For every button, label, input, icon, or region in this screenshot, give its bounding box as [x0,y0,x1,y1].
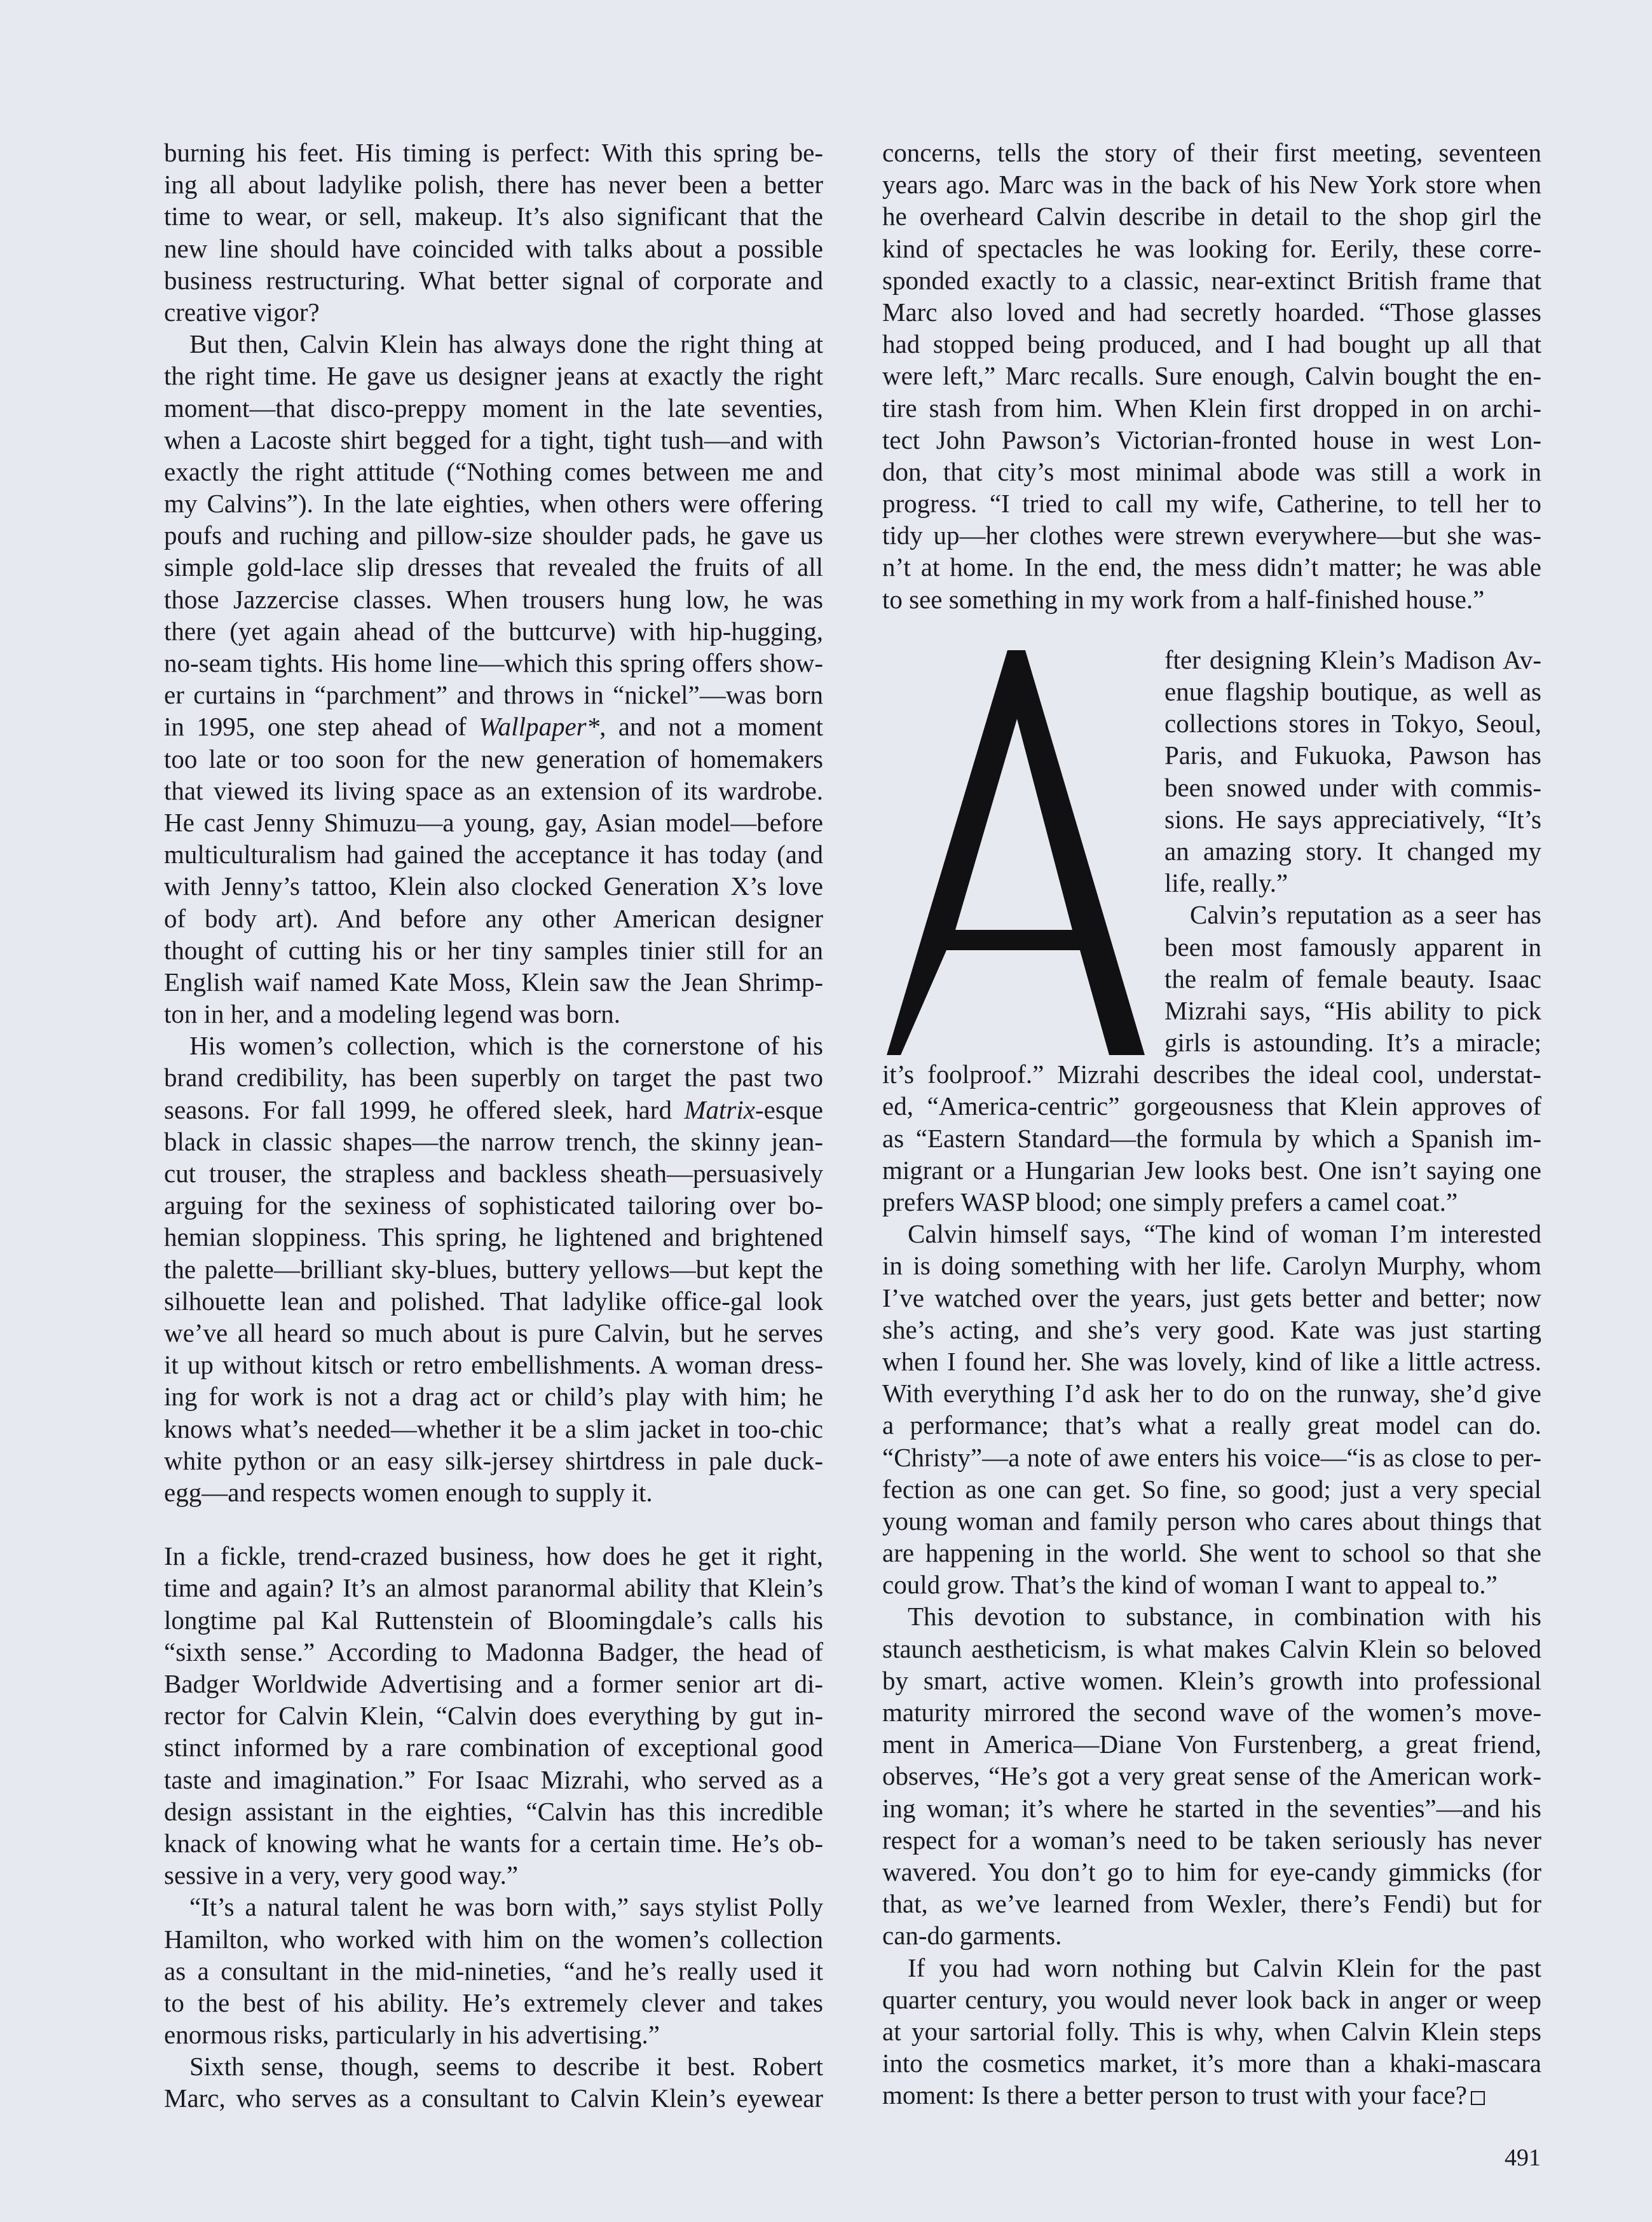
text-line: ing all about ladylike polish, there has never been a better [164,170,823,200]
text-line: collections stores in Tokyo, Seoul, [1164,709,1541,739]
text-segment: seasons. For fall 1999, he offered sleek, hard [164,1094,685,1124]
text-line: been most famously apparent in [1164,932,1541,962]
italic-title: Matrix [684,1094,755,1124]
text-line: poufs and ruching and pillow-size shoulder pads, he gave us [164,521,823,550]
text-line: could grow. That’s the kind of woman I want to appeal to.” [882,1570,1498,1600]
text-line: knack of knowing what he wants for a certain time. He’s ob- [164,1828,823,1858]
text-line: wavered. You don’t go to him for eye-candy gimmicks (for [882,1857,1541,1886]
text-line: had stopped being produced, and I had bought up all that [882,329,1541,359]
paragraph [164,1030,823,1508]
text-line: the realm of female beauty. Isaac [1164,964,1541,993]
paragraph [164,1891,823,2050]
text-line: Calvin himself says, “The kind of woman I’m interested [908,1219,1541,1249]
text-line: life, really.” [1164,868,1288,898]
text-line: were left,” Marc recalls. Sure enough, Calvin bought the en- [882,361,1541,391]
text-line: prefers WASP blood; one simply prefers a camel coat.” [882,1187,1458,1217]
text-line: white python or an easy silk-jersey shirtdress in pale duck- [164,1445,823,1475]
text-line: time to wear, or sell, makeup. It’s also significant that the [164,201,823,231]
text-line: we’ve all heard so much about is pure Calvin, but he serves [164,1318,823,1347]
drop-cap-section [882,644,1541,1058]
text-line: Marc, who serves as a consultant to Calvin Klein’s eyewear [164,2083,823,2113]
text-line: at your sartorial folly. This is why, when Calvin Klein steps [882,2016,1541,2046]
text-line: progress. “I tried to call my wife, Catherine, to tell her to [882,489,1541,519]
text-line: she’s acting, and she’s very good. Kate was just starting [882,1314,1541,1344]
text-line: kind of spectacles he was looking for. Eerily, these corre- [882,233,1541,263]
text-line: moment—that disco-preppy moment in the late seventies, [164,393,823,423]
text-line: that, as we’ve learned from Wexler, there’s Fendi) but for [882,1889,1541,1919]
text-line: observes, “He’s got a very great sense of the American work- [882,1761,1541,1791]
text-line: the right time. He gave us designer jeans at exactly the right [164,361,823,391]
text-line: tidy up—her clothes were strewn everywhere—but she was- [882,521,1541,550]
text-line: as a consultant in the mid-nineties, “and he’s really used it [164,1956,823,1986]
text-line: Sixth sense, though, seems to describe it best. Robert [189,2052,823,2082]
text-line: to the best of his ability. He’s extremely clever and takes [164,1987,823,2017]
paragraph [164,328,823,1030]
text-line: creative vigor? [164,297,320,327]
text-line: tire stash from him. When Klein first dropped in on archi- [882,393,1541,423]
drop-cap-letter [885,650,1145,1055]
text-line: taste and imagination.” For Isaac Mizrahi, who served as a [164,1764,823,1794]
text-line: been snowed under with commis- [1164,772,1541,802]
text-line: Badger Worldwide Advertising and a former senior art di- [164,1669,823,1698]
text-line: business restructuring. What better signal of corporate and [164,265,823,295]
text-line: migrant or a Hungarian Jew looks best. One isn’t saying one [882,1155,1541,1185]
text-line: fter designing Klein’s Madison Av- [1164,644,1541,674]
text-line: the palette—brilliant sky-blues, buttery yellows—but kept the [164,1254,823,1284]
text-line: In a fickle, trend-crazed business, how does he get it right, [164,1541,823,1571]
left-column [164,137,823,2115]
text-line: he overheard Calvin describe in detail to the shop girl the [882,201,1541,231]
text-line: n’t at home. In the end, the mess didn’t matter; he was able [882,552,1541,582]
text-line: “sixth sense.” According to Madonna Badger, the head of [164,1637,823,1666]
text-segment: -esque [754,1094,823,1124]
text-line: with Jenny’s tattoo, Klein also clocked Generation X’s love [164,871,823,901]
paragraph [164,137,823,328]
text-line: too late or too soon for the new generation of homemakers [164,744,823,774]
text-line: enormous risks, particularly in his advertising.” [164,2020,660,2050]
paragraph-spacer [164,1508,823,1540]
text-line: it’s foolproof.” Mizrahi describes the ideal cool, understat- [882,1060,1541,1089]
text-line: Mizrahi says, “His ability to pick [1164,995,1541,1025]
text-line [164,1094,823,1126]
paragraph [164,2050,823,2114]
paragraph [1164,899,1541,1058]
text-line: knows what’s needed—whether it be a slim jacket in too-chic [164,1414,823,1443]
text-line: don, that city’s most minimal abode was still a work in [882,456,1541,486]
text-line: sessive in a very, very good way.” [164,1860,519,1890]
text-line: If you had worn nothing but Calvin Klein for the past [908,1953,1541,1982]
text-line: young woman and family person who cares about things that [882,1506,1541,1536]
paragraph [882,137,1541,615]
text-line: longtime pal Kal Ruttenstein of Bloomingdale’s calls his [164,1605,823,1635]
text-line: cut trouser, the strapless and backless sheath—persuasively [164,1159,823,1188]
text-line: quarter century, you would never look back in anger or weep [882,1984,1541,2014]
text-line: there (yet again ahead of the buttcurve) with hip-hugging, [164,616,823,646]
text-line: design assistant in the eighties, “Calvin has this incredible [164,1796,823,1826]
text-line: English waif named Kate Moss, Klein saw the Jean Shrimp- [164,967,823,997]
text-line: rector for Calvin Klein, “Calvin does everything by gut in- [164,1701,823,1731]
text-line: But then, Calvin Klein has always done the right thing at [189,329,823,359]
text-line: my Calvins”). In the late eighties, when others were offering [164,489,823,519]
text-line: He cast Jenny Shimuzu—a young, gay, Asian model—before [164,807,823,837]
text-segment: in 1995, one step ahead of [164,712,479,742]
right-column-top-text [882,137,1541,615]
text-line: girls is astounding. It’s a miracle; [1164,1028,1541,1058]
text-line: thought of cutting his or her tiny samples tinier still for an [164,935,823,965]
text-line: to see something in my work from a half-finished house.” [882,584,1485,614]
text-line: maturity mirrored the second wave of the women’s move- [882,1698,1541,1727]
text-line: ton in her, and a modeling legend was born. [164,999,620,1029]
text-line: as “Eastern Standard—the formula by which a Spanish im- [882,1123,1541,1153]
text-line: concerns, tells the story of their first meeting, seventeen [882,138,1541,167]
text-line: ing woman; it’s where he started in the seventies”—and his [882,1793,1541,1823]
text-line: fection as one can get. So fine, so good; just a very special [882,1474,1541,1504]
paragraph [882,1952,1541,2111]
text-line: enue flagship boutique, as well as [1164,677,1541,706]
text-line: when a Lacoste shirt begged for a tight, tight tush—and with [164,425,823,454]
text-line: ing for work is not a drag act or child’s play with him; he [164,1382,823,1412]
end-of-article-mark-icon [1471,2091,1485,2105]
text-line: With everything I’d ask her to do on the runway, she’d give [882,1379,1541,1408]
text-line: hemian sloppiness. This spring, he lightened and brightened [164,1222,823,1252]
text-line: new line should have coincided with talks about a possible [164,233,823,263]
text-line: in is doing something with her life. Carolyn Murphy, whom [882,1251,1541,1281]
paragraph [882,1058,1541,1218]
paragraph [882,1600,1541,1951]
text-line: er curtains in “parchment” and throws in “nickel”—was born [164,680,823,710]
text-line: silhouette lean and polished. That ladylike office-gal look [164,1286,823,1316]
right-column [882,137,1541,2111]
text-line: exactly the right attitude (“Nothing comes between me and [164,456,823,486]
text-line [164,711,823,742]
text-line: of body art). And before any other American designer [164,903,823,933]
text-line: His women’s collection, which is the cornerstone of his [189,1031,823,1061]
paragraph [164,1540,823,1891]
text-line: arguing for the sexiness of sophisticated tailoring over bo- [164,1190,823,1220]
text-line: brand credibility, has been superbly on target the past two [164,1063,823,1093]
text-line: no-seam tights. His home line—which this spring offers show- [164,648,823,678]
page-number: 491 [1505,2144,1541,2171]
text-line: simple gold-lace slip dresses that revealed the fruits of all [164,552,823,582]
text-line: egg—and respects women enough to supply it. [164,1477,653,1507]
text-line: Paris, and Fukuoka, Pawson has [1164,740,1541,770]
paragraph [1164,644,1541,899]
section-break [882,615,1541,644]
text-line: This devotion to substance, in combination with his [908,1602,1541,1632]
text-line: I’ve watched over the years, just gets better and better; now [882,1283,1541,1312]
paragraph [882,1218,1541,1600]
text-line: sions. He says appreciatively, “It’s [1164,804,1541,834]
text-line: burning his feet. His timing is perfect: With this spring be- [164,138,823,167]
text-line: sponded exactly to a classic, near-extinct British frame that [882,265,1541,295]
text-line: ed, “America-centric” gorgeousness that Klein approves of [882,1091,1541,1121]
text-line: “It’s a natural talent he was born with,” says stylist Polly [189,1892,823,1922]
right-column-bottom-text [882,1058,1541,2111]
text-line: tect John Pawson’s Victorian-fronted house in west Lon- [882,425,1541,454]
text-line: that viewed its living space as an extension of its wardrobe. [164,775,823,805]
text-line: a performance; that’s what a really great model can do. [882,1410,1541,1440]
text-line: Calvin’s reputation as a seer has [1190,900,1541,930]
text-line: stinct informed by a rare combination of exceptional good [164,1733,823,1762]
text-line: are happening in the world. She went to school so that she [882,1538,1541,1568]
text-line: an amazing story. It changed my [1164,836,1541,866]
text-line: when I found her. She was lovely, kind of like a little actress. [882,1346,1541,1376]
text-line: by smart, active women. Klein’s growth into professional [882,1665,1541,1695]
text-line: Marc also loved and had secretly hoarded. “Those glasses [882,297,1541,327]
text-line: ment in America—Diane Von Furstenberg, a great friend, [882,1729,1541,1759]
text-line: it up without kitsch or retro embellishments. A woman dress- [164,1350,823,1380]
text-segment: , and not a moment [599,712,823,742]
text-line: respect for a woman’s need to be taken seriously has never [882,1825,1541,1855]
italic-title: Wallpaper* [479,712,600,742]
drop-cap-adjacent-text [1164,644,1541,1058]
text-line: moment: Is there a better person to trust with your face? [882,2079,1541,2111]
text-line: staunch aestheticism, is what makes Calvin Klein so beloved [882,1633,1541,1663]
text-line: Hamilton, who worked with him on the women’s collection [164,1924,823,1954]
text-line: into the cosmetics market, it’s more than a khaki-mascara [882,2048,1541,2078]
text-line: black in classic shapes—the narrow trench, the skinny jean- [164,1126,823,1156]
text-line: “Christy”—a note of awe enters his voice—“is as close to per- [882,1442,1541,1472]
text-line: can-do garments. [882,1921,1062,1951]
text-line: multiculturalism had gained the acceptance it has today (and [164,840,823,869]
text-line: those Jazzercise classes. When trousers hung low, he was [164,584,823,614]
text-line: years ago. Marc was in the back of his New York store when [882,170,1541,200]
text-line: time and again? It’s an almost paranormal ability that Klein’s [164,1573,823,1603]
